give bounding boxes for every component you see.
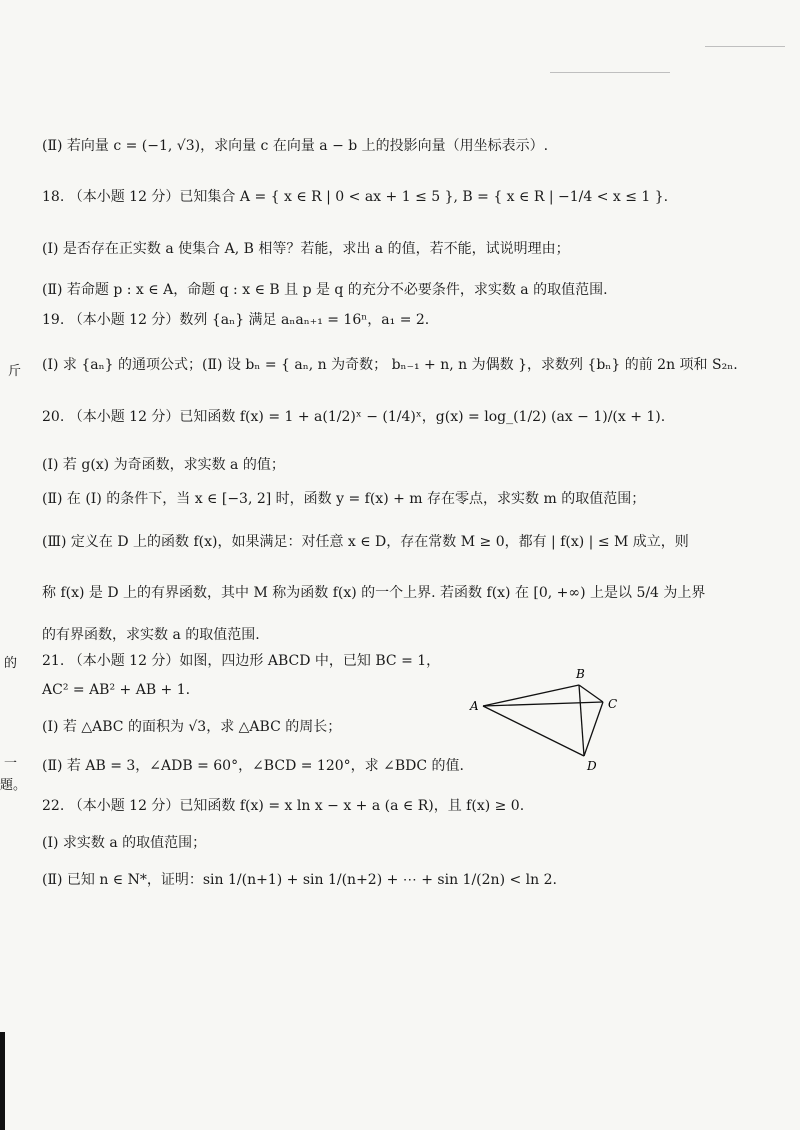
question-20-part-3-continued: 称 f(x) 是 D 上的有界函数，其中 M 称为函数 f(x) 的一个上界. 若函数 f(x) 在 [0, +∞) 上是以 5/4 为上界 (42, 585, 706, 601)
label-c: C (608, 697, 618, 711)
question-20-part-2: (Ⅱ) 在 (Ⅰ) 的条件下，当 x ∈ [−3, 2] 时，函数 y = f(x) + m 存在零点，求实数 m 的取值范围； (42, 491, 646, 507)
edge-ad (483, 706, 584, 756)
question-18-part-1: (Ⅰ) 是否存在正实数 a 使集合 A, B 相等？若能，求出 a 的值，若不能，试说明理由； (42, 241, 570, 257)
question-19-stem: 19. （本小题 12 分）数列 {aₙ} 满足 aₙaₙ₊₁ = 16ⁿ，a₁ = 2. (42, 312, 430, 328)
question-20-part-1: (Ⅰ) 若 g(x) 为奇函数，求实数 a 的值； (42, 457, 285, 473)
edge-cd (584, 702, 603, 756)
label-a: A (470, 699, 479, 713)
label-d: D (587, 759, 597, 773)
question-21-formula: AC² = AB² + AB + 1. (42, 682, 191, 698)
question-17-part-2: (Ⅱ) 若向量 c = (−1, √3)，求向量 c 在向量 a − b 上的投影向量（用坐标表示）. (42, 138, 549, 154)
question-19-parts: (Ⅰ) 求 {aₙ} 的通项公式；(Ⅱ) 设 bₙ = { aₙ, n 为奇数； bₙ₋₁ + n, n 为偶数 }，求数列 {bₙ} 的前 2n 项和 S₂ₙ. (42, 357, 738, 373)
question-18-part-2: (Ⅱ) 若命题 p : x ∈ A，命题 q : x ∈ B 且 p 是 q 的充分不必要条件，求实数 a 的取值范围. (42, 282, 608, 298)
label-b: B (576, 667, 585, 681)
question-22-part-1: (Ⅰ) 求实数 a 的取值范围； (42, 835, 207, 851)
question-21-part-2: (Ⅱ) 若 AB = 3，∠ADB = 60°，∠BCD = 120°，求 ∠BDC 的值. (42, 758, 464, 774)
margin-text: 的 (4, 656, 18, 671)
margin-text: 題。 (0, 778, 27, 793)
quadrilateral-figure (465, 660, 630, 775)
question-20-stem: 20. （本小题 12 分）已知函数 f(x) = 1 + a(1/2)ˣ − (1/4)ˣ，g(x) = log_(1/2) (ax − 1)/(x + 1). (42, 409, 666, 425)
scan-mark (550, 72, 670, 73)
question-18-stem: 18. （本小题 12 分）已知集合 A = { x ∈ R | 0 < ax + 1 ≤ 5 }, B = { x ∈ R | −1/4 < x ≤ 1 }. (42, 189, 669, 205)
question-22-part-2: (Ⅱ) 已知 n ∈ N*，证明：sin 1/(n+1) + sin 1/(n+2) + ⋯ + sin 1/(2n) < ln 2. (42, 872, 557, 888)
scan-mark (705, 46, 785, 47)
diagonal-bd (579, 685, 584, 756)
question-21-part-1: (Ⅰ) 若 △ABC 的面积为 √3，求 △ABC 的周长； (42, 719, 342, 735)
margin-text: 一 (4, 756, 18, 771)
question-21-stem: 21. （本小题 12 分）如图，四边形 ABCD 中，已知 BC = 1， (42, 653, 441, 669)
question-20-part-3: (Ⅲ) 定义在 D 上的函数 f(x)，如果满足：对任意 x ∈ D，存在常数 M ≥ 0，都有 | f(x) | ≤ M 成立，则 (42, 534, 689, 550)
scan-edge (0, 1032, 5, 1130)
question-20-part-3-end: 的有界函数，求实数 a 的取值范围. (42, 627, 260, 643)
edge-bc (579, 685, 603, 702)
margin-text: 斤 (8, 364, 22, 379)
question-22-stem: 22. （本小题 12 分）已知函数 f(x) = x ln x − x + a (a ∈ R)，且 f(x) ≥ 0. (42, 798, 525, 814)
